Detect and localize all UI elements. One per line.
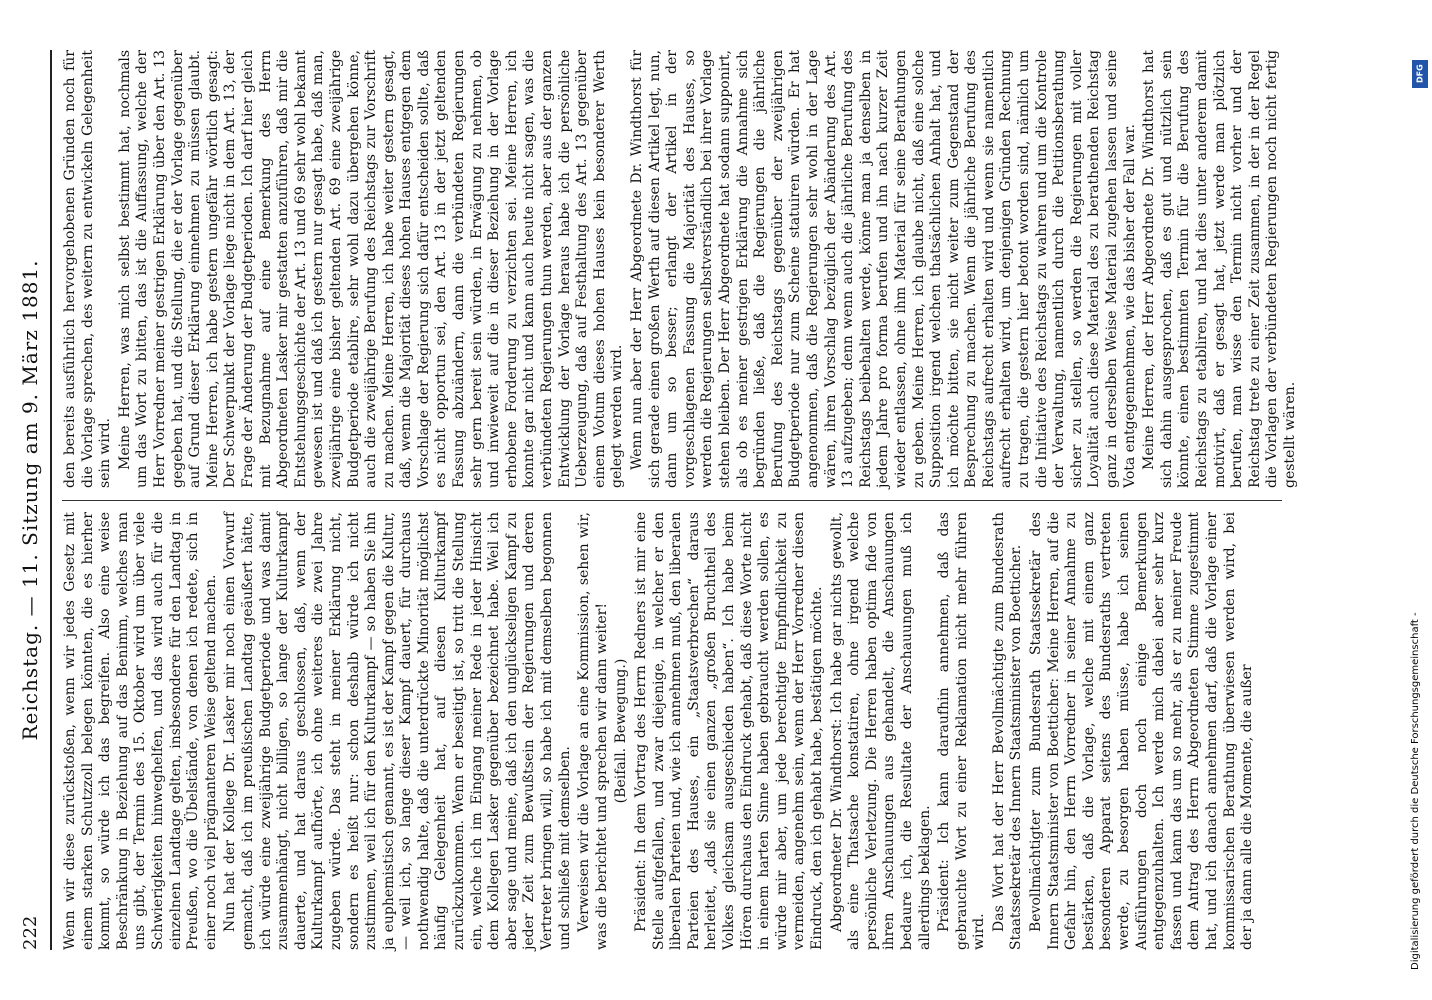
page-header <box>10 50 52 950</box>
paragraph: Präsident: Ich kann daraufhin annehmen, daß das gebrauchte Wort zu einer Reklamation nicht mehr führen wird. <box>936 512 988 950</box>
paragraph: Meine Herren, der Herr Abgeordnete Dr. Windthorst hat sich dahin ausgesprochen, daß es gut und nützlich sein könnte, einen bestimmten Termin für die Berufung des Reichstags zu etabliren, und hat dies unter anderem damit motivirt, daß er gesagt hat, jetzt werde man plötzlich berufen, man wisse den Termin nicht vorher und der Reichstag trete zu einer Zeit zusammen, in der in der Regel die Vorlagen der verbündeten Regierungen noch nicht fertig gestellt wären. <box>1141 50 1298 488</box>
paragraph: Abgeordneter Dr. Windthorst: Ich habe gar nichts gewollt, als eine Thatsache konstatiren, ohne irgend welche persönliche Verletzung. Die Herren haben optima fide von ihren Anschauungen aus gehandelt, die Anschauungen bedaure ich, die Resultate der Anschauungen muß ich allerdings beklagen. <box>828 512 933 950</box>
paragraph: Wenn nun aber der Herr Abgeordnete Dr. Windthorst für sich gerade einen großen Werth auf diesen Artikel legt, nun, dann um so besser; erlangt der Artikel in der vorgeschlagenen Fassung die Majorität des Hauses, so werden die Regierungen selbstverständlich bei ihrer Vorlage stehen bleiben. Der Herr Abgeordnete hat sodann supponirt, als ob es meiner gestrigen Erklärung die Annahme sich begründen ließe, daß die Regierungen die jährliche Berufung des Reichstags gegenüber der zweijährigen Budgetperiode nur zum Scheine statuiren würden. Er hat angenommen, daß die Regierungen sehr wohl in der Lage wären, ihren Vorschlag bezüglich der Abänderung des Art. 13 aufzugeben; denn wenn auch die jährliche Berufung des Reichstags beibehalten werde, könne man ja denselben in jedem Jahre pro forma berufen und ihn nach kurzer Zeit wieder entlassen, ohne ihm Material für seine Berathungen zu geben. Meine Herren, ich glaube nicht, daß eine solche Supposition irgend welchen thatsächlichen Anhalt hat, und ich möchte bitten, sie nicht weiter zum Gegenstand der Besprechung zu machen. Wenn die jährliche Berufung des Reichstags aufrecht erhalten wird und wenn sie namentlich aufrecht erhalten wird, um denjenigen Gründen Rechnung zu tragen, die gestern hier betont worden sind, nämlich um die Initiative des Reichstags zu wahren und um die Kontrole der Verwaltung, namentlich durch die Petitionsberathung sicher zu stellen, so werden die Regierungen mit voller Loyalität auch diese Material des zu berathenden Reichstag ganz in derselben Weise Material zugehen lassen und seine Vota entgegennehmen, wie das bisher der Fall war. <box>629 50 1138 488</box>
paragraph: Das Wort hat der Herr Bevollmächtigte zum Bundesrath Staatssekretär des Innern Staatsminister von Boetticher. <box>990 512 1025 950</box>
paragraph: Bevollmächtigter zum Bundesrath Staatssekretär des Innern Staatsminister von Boetticher: Meine Herren, auf die Gefahr hin, den Herrn Vorredner in seiner Annahme zu bestärken, daß die Vorlage, welche mit einem ganz besonderen Apparat seitens des Bundesraths vertreten werde, zu besorgen haben müsse, habe ich seinen Ausführungen doch noch einige Bemerkungen entgegenzuhalten. Ich werde mich dabei aber sehr kurz fassen und kann das um so mehr, als er zu meiner Freude dem Antrag des Herrn Abgeordneten Stimme zugestimmt hat, und ich danach annehmen darf, daß die Vorlage einer kommissarischen Berathung überwiesen werden wird, bei der ja dann alle die Momente, die außer <box>1028 512 1256 950</box>
paragraph: Meine Herren, was mich selbst bestimmt hat, nochmals um das Wort zu bitten, das ist die Auffassung, welche der Herr Vorredner meiner gestrigen Erklärung über den Art. 13 gegeben hat, und die Stellung, die er der Vorlage gegenüber auf Grund dieser Erklärung einnehmen zu müssen glaubt. Meine Herren, ich habe gestern ungefähr wörtlich gesagt: Der Schwerpunkt der Vorlage liege nicht in dem Art. 13, der Frage der Änderung der Budgetperioden. Ich darf hier gleich mit Bezugnahme auf eine Bemerkung des Herrn Abgeordneten Lasker mir gestatten anzuführen, daß mir die Entstehungsgeschichte der Art. 13 und 69 sehr wohl bekannt gewesen ist und daß ich gestern nur gesagt habe, daß man, zweijährige eine bisher geltenden Art. 69 eine zweijährige Budgetperiode etablire, sehr wohl dazu übergehen könne, auch die zweijährige Berufung des Reichstags zur Vorschrift zu machen. Meine Herren, ich habe weiter gestern gesagt, daß, wenn die Majorität dieses hohen Hauses entgegen dem Vorschlage der Regierung sich dafür entscheiden sollte, daß es nicht opportun sei, den Art. 13 in der jetzt geltenden Fassung abzuändern, dann die verbündeten Regierungen sehr gern bereit sein würden, in Erwägung zu nehmen, ob und inwieweit auf die in dieser Beziehung in der Vorlage erhobene Forderung zu verzichten sei. Meine Herren, ich konnte gar nicht und kann auch heute nicht sagen, was die verbündeten Regierungen thun werden, aber aus der ganzen Entwicklung der Vorlage heraus habe ich die persönliche Ueberzeugung, daß auf Festhaltung des Art. 13 gegenüber einem Votum dieses hohen Hauses kein besonderer Werth gelegt werden wird. <box>116 50 626 488</box>
right-column <box>62 50 1298 488</box>
paragraph: Wenn wir diese zurückstoßen, wenn wir jedes Gesetz mit einem starken Schutzzoll belegen könnten, die es hierher kommt, so würde ich das begreifen. Also eine weise Beschränkung in Beziehung auf das Benimm, welches man uns gibt, der Termin des 15. Oktober wird um über viele Schwierigkeiten hinweghelfen, und das wird auch für die einzelnen Landtage gelten, insbesondere für den Landtag in Preußen, wo die Übelstände, von denen ich redete, sich in einer noch viel prägnanteren Weise geltend machen. <box>62 512 219 950</box>
rotated-page-content <box>10 50 1310 950</box>
paragraph: Verweisen wir die Vorlage an eine Kommission, sehen wir, was die berichtet und sprechen wir dann weiter! <box>576 512 610 950</box>
page-title: Reichstag. — 11. Sitzung am 9. März 1881. <box>18 259 42 741</box>
page-number: 222 <box>20 915 41 950</box>
stage-direction: (Beifall. Bewegung.) <box>613 658 630 804</box>
dfg-logo: DFG <box>1412 60 1428 88</box>
paragraph: den bereits ausführlich hervorgehobenen Gründen noch für die Vorlage sprechen, des weitern zu entwickeln Gelegenheit sein wird. <box>62 50 114 488</box>
column-divider <box>62 500 1282 501</box>
digitization-sidebar <box>1410 30 1430 970</box>
digitization-note: Digitalisierung gefördert durch die Deutsche Forschungsgemeinschaft - <box>1410 612 1421 970</box>
text-columns <box>62 50 1298 950</box>
paragraph: Nun hat der Kollege Dr. Lasker mir noch einen Vorwurf gemacht, daß ich im preußischen Landtag geäußert hätte, ich würde eine zweijährige Budgetperiode und was damit zusammenhängt, nicht billigen, so lange der Kulturkampf dauerte, und hat daraus geschlossen, daß, wenn der Kulturkampf aufhörte, ich ohne weiteres die zwei Jahre zugeben würde. Das steht in meiner Erklärung nicht, sondern es heißt nur: schon deshalb würde ich nicht zustimmen, weil ich für den Kulturkampf — so haben Sie ihn ja euphemistisch genannt, es ist der Kampf gegen die Kultur, — weil ich, so lange dieser Kampf dauert, für durchaus nothwendig halte, daß die unterdrückte Minorität möglichst häufig Gelegenheit hat, auf diesen Kulturkampf zurückzukommen. Wenn er beseitigt ist, so tritt die Stellung ein, welche ich im Eingang meiner Rede in jeder Hinsicht dem Kollegen Lasker gegenüber bezeichnet habe. Weil ich aber sage und meine, daß ich den unglückseligen Kampf zu jeder Zeit zum Bewußtsein der Regierungen und deren Vertreter bringen will, so habe ich mit demselben begonnen und schließe mit demselben. <box>222 512 573 950</box>
left-column <box>62 512 1282 950</box>
paragraph: Präsident: In dem Vortrag des Herrn Redners ist mir eine Stelle aufgefallen, und zwar diejenige, in welcher er den liberalen Parteien und, wie ich annehmen muß, den liberalen Parteien des Hauses, ein „Staatsverbrechen“ daraus herleitet, „daß sie einen ganzen „großen Bruchtheil des Volkes gleichsam ausgeschieden haben“. Ich habe beim Hören durchaus den Eindruck gehabt, daß diese Worte nicht in einem harten Sinne haben gebraucht werden sollen, es würde mir aber, um jede berechtigte Empfindlichkeit zu vermeiden, angenehm sein, wenn der Herr Vorredner diesen Eindruck, den ich gehabt habe, bestätigen möchte. <box>633 512 825 950</box>
